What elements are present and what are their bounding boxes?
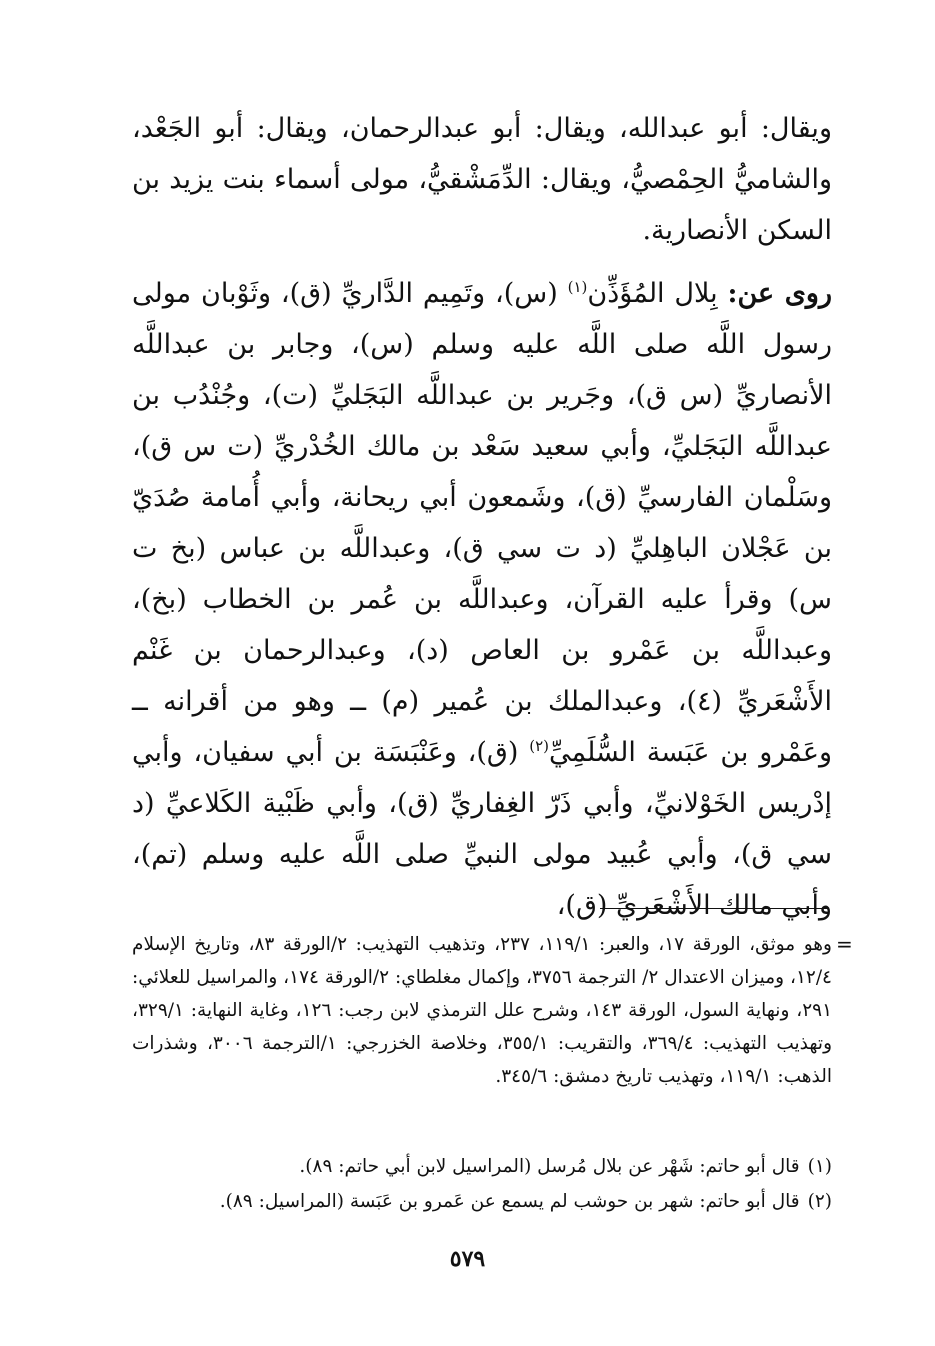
footnote-ref-1: (١): [567, 278, 588, 296]
narrated-from-paragraph: [132, 268, 832, 931]
footnote-continuation: [132, 928, 832, 1093]
footnote-2-text: قال أبو حاتم: شهر بن حوشب لم يسمع عن عَمرو بن عَبَسة (المراسيل: ٨٩).: [219, 1191, 800, 1212]
footnote-separator: [600, 908, 828, 909]
footnote-2: [132, 1185, 832, 1218]
footnote-1: [132, 1150, 832, 1183]
footnote-1-number: (١): [807, 1156, 832, 1177]
narrated-from-heading: روى عن:: [727, 278, 832, 309]
footnote-ref-2: (٢): [529, 737, 549, 755]
footnote-1-text: قال أبو حاتم: شَهْر عن بلال مُرسل (المراسيل لابن أبي حاتم: ٨٩).: [299, 1156, 800, 1177]
paragraph-2-text-a: بِلال المُؤَذِّن: [587, 278, 728, 309]
paragraph-2-text-b: (س)، وتَمِيم الدَّاريِّ (ق)، وثَوْبان مولى رسول اللَّه صلى اللَّه عليه وسلم (س)، وجابر بن عبداللَّه الأنصاريِّ (س ق)، وجَرير بن عبداللَّه البَجَليِّ (ت)، وجُنْدُب بن عبداللَّه البَجَليِّ، وأبي سعيد سَعْد بن مالك الخُدْريِّ (ت س ق)، وسَلْمان الفارسيِّ (ق)، وشَمعون أبي ريحانة، وأبي أُمامة صُدَيّ بن عَجْلان الباهِليِّ (د ت سي ق)، وعبداللَّه بن عباس (بخ ت س) وقرأ عليه القرآن، وعبداللَّه بن عُمر بن الخطاب (بخ)، وعبداللَّه بن عَمْرو بن العاص (د)، وعبدالرحمان بن غَنْم الأَشْعَريِّ (٤)، وعبدالملك بن عُمير (م) ــ وهو من أقرانه ــ وعَمْرو بن عَبَسة السُّلَمِيِّ: [132, 278, 832, 768]
paragraph-1-text: ويقال: أبو عبدالله، ويقال: أبو عبدالرحمان، ويقال: أبو الجَعْد، والشاميُّ الحِمْصيُّ، ويقال: الدِّمَشْقيُّ، مولى أسماء بنت يزيد بن السكن الأنصارية.: [132, 113, 832, 246]
footnote-continuation-text: وهو موثق، الورقة ١٧، والعبر: ١١٩/١، ٢٣٧، وتذهيب التهذيب: ٢/الورقة ٨٣، وتاريخ الإسلام ١٢/٤، وميزان الاعتدال ٢/ الترجمة ٣٧٥٦، وإكمال مغلطاي: ٢/الورقة ١٧٤، والمراسيل للعلائي: ٢٩١، ونهاية السول، الورقة ١٤٣، وشرح علل الترمذي لابن رجب: ١٢٦، وغاية النهاية: ٣٢٩/١، وتهذيب التهذيب: ٣٦٩/٤، والتقريب: ٣٥٥/١، وخلاصة الخزرجي: ١/الترجمة ٣٠٠٦، وشذرات الذهب: ١١٩/١، وتهذيب تاريخ دمشق: ٣٤٥/٦.: [132, 934, 833, 1087]
footnote-2-number: (٢): [807, 1191, 832, 1212]
paragraph-2-text-c: (ق)، وعَنْبَسَة بن أبي سفيان، وأبي إدْريس الخَوْلانيِّ، وأبي ذَرّ الغِفاريِّ (ق)، وأبي ظَبْية الكَلاعيِّ (د سي ق)، وأبي عُبيد مولى النبيِّ صلى اللَّه عليه وسلم (تم)، وأبي مالك الأَشْعَريِّ (ق)،: [132, 737, 832, 921]
biography-paragraph-names: [132, 103, 832, 256]
continuation-mark: =: [836, 932, 853, 956]
page-number: ٥٧٩: [449, 1246, 486, 1272]
